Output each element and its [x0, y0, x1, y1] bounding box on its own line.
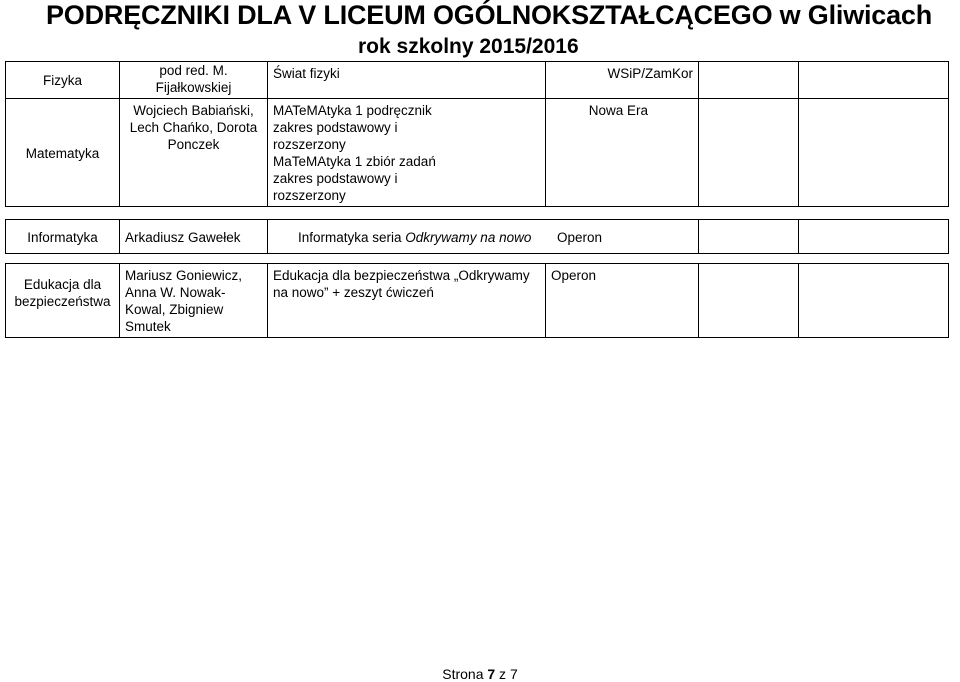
empty-cell — [799, 220, 949, 254]
book-title-cell — [268, 99, 546, 207]
subject-cell: Edukacja dla bezpieczeństwa — [6, 264, 120, 338]
authors-cell: Arkadiusz Gawełek — [120, 220, 268, 254]
empty-cell — [799, 264, 949, 338]
authors-cell: Wojciech Babiański, Lech Chańko, Dorota Ponczek — [120, 99, 268, 207]
table-row — [6, 99, 949, 207]
authors-line: pod red. M. — [159, 63, 228, 78]
empty-cell — [799, 62, 949, 99]
empty-cell — [699, 99, 799, 207]
book-title-line: MaTeMAtyka 1 zbiór zadań zakres podstawowy i rozszerzony — [273, 154, 436, 203]
publisher-cell: Operon — [546, 264, 699, 338]
footer-middle: z — [495, 666, 510, 682]
book-title-cell: Świat fizyki — [268, 62, 546, 99]
publisher-cell: WSiP/ZamKor — [546, 62, 699, 99]
footer-total-pages: 7 — [509, 666, 518, 682]
footer-prefix: Strona — [442, 666, 488, 682]
subject-cell: Matematyka — [6, 99, 120, 207]
book-title-line: MATeMAtyka 1 podręcznik zakres podstawowy i rozszerzony — [273, 103, 432, 152]
authors-line: Fijałkowskiej — [155, 80, 232, 95]
authors-cell: Mariusz Goniewicz, Anna W. Nowak-Kowal, Zbigniew Smutek — [120, 264, 268, 338]
book-title-cell: Edukacja dla bezpieczeństwa „Odkrywamy na nowo” + zeszyt ćwiczeń — [268, 264, 546, 338]
book-series-name: Odkrywamy na nowo — [405, 229, 532, 245]
publisher-cell: Operon — [552, 220, 652, 254]
publisher-cell: Nowa Era — [546, 99, 699, 207]
subject-cell: Fizyka — [6, 62, 120, 99]
footer-page-number: 7 — [487, 666, 496, 682]
school-year-subtitle: rok szkolny 2015/2016 — [358, 35, 579, 58]
empty-cell — [799, 99, 949, 207]
page-footer — [0, 666, 960, 682]
table-row — [6, 62, 949, 99]
book-title-text: Informatyka seria — [298, 229, 406, 245]
textbook-table — [5, 61, 949, 338]
row-spacer — [6, 207, 949, 220]
authors-cell — [120, 62, 268, 99]
empty-cell — [699, 62, 799, 99]
row-spacer — [6, 254, 949, 264]
document-title: PODRĘCZNIKI DLA V LICEUM OGÓLNOKSZTAŁCĄCEGO w Gliwicach — [46, 0, 933, 30]
subject-cell: Informatyka — [6, 220, 120, 254]
empty-cell — [699, 264, 799, 338]
table-row — [6, 264, 949, 338]
table-row — [6, 220, 949, 254]
